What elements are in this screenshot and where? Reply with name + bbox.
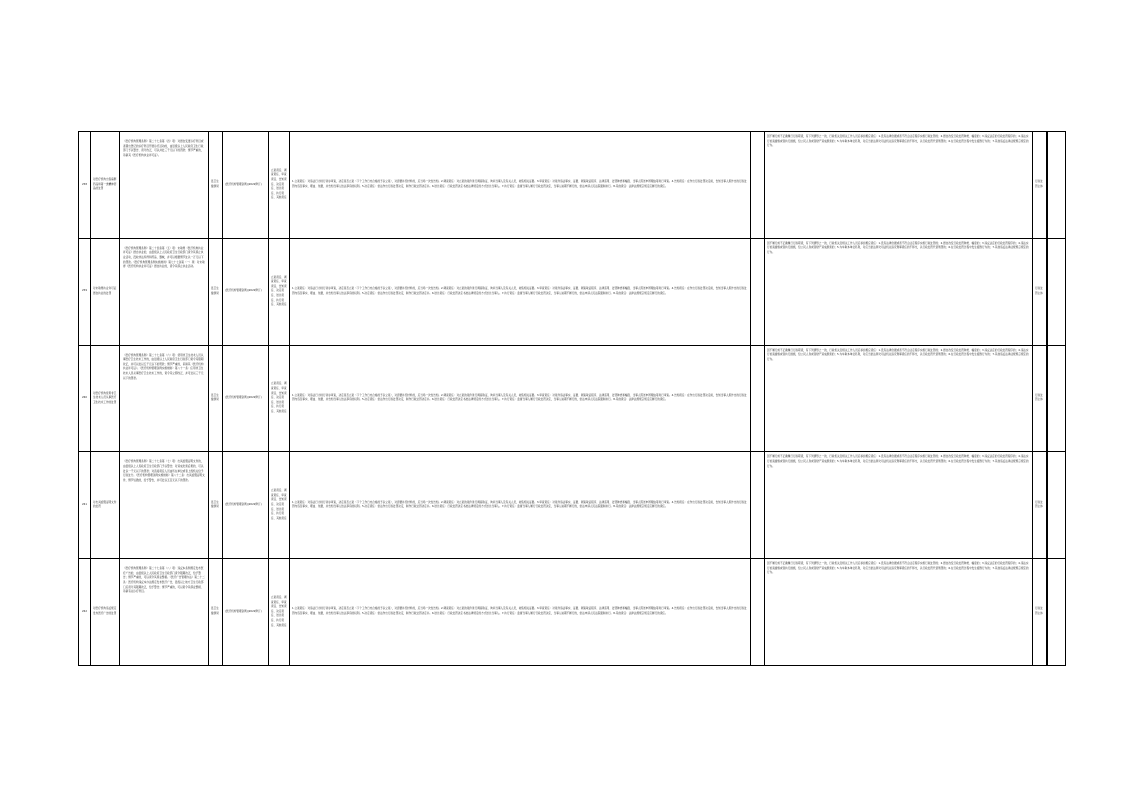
cell-subject: 县卫生健康局 — [211, 500, 219, 509]
table-row — [79, 559, 1066, 666]
item-name-cell — [91, 452, 120, 559]
cell-resp: 1.立案责任：对违法行为进行初步审查，决定是否立案（下个工作日内合格的予以立案），对需要补充材料的，应当场一次性告知。2.调查责任：对立案的案件进行调查取证，询问当事人及有关人员，收集相关证据。3.审查责任：对案件违法事实、证据、调查取证程序、法律适用、处罚种类和幅度、当事人陈述申辩理由等进行审查。4.告知责任：在作出行政处罚决定前，告知当事人拟作出的行政处罚内容及事实、理由、依据，并告知当事人依法享有的权利。5.决定责任：依法作出行政处罚决定，制作行政处罚决定书。6.送达责任：行政处罚决定书按法律规定的方式送达当事人。7.执行责任：监督当事人履行行政处罚决定，当事人逾期不履行的，依法申请人民法院强制执行。8.其他责任：法律法规规章规定应履行的责任。 — [292, 500, 747, 509]
accountability-cell — [765, 559, 1033, 666]
cell-no: 259 — [82, 289, 87, 293]
row-number — [79, 559, 91, 666]
link-cell — [269, 132, 290, 239]
link-cell — [269, 559, 290, 666]
cell-link: 立案责任、调查责任、审查责任、告知责任、决定责任、送达责任、执行责任、其他责任 — [271, 596, 287, 627]
cell-subject: 县卫生健康局 — [211, 607, 219, 616]
legal-basis-cell — [120, 345, 209, 452]
cell-subject: 县卫生健康局 — [211, 287, 219, 295]
row-number — [79, 452, 91, 559]
blank-cell — [751, 132, 765, 239]
responsibility-cell — [290, 345, 751, 452]
fault-cell — [1033, 559, 1047, 666]
responsibility-cell — [290, 238, 751, 345]
legal-basis-cell — [120, 452, 209, 559]
accountability-cell — [765, 238, 1033, 345]
cell-link: 立案责任、调查责任、审查责任、告知责任、决定责任、送达责任、执行责任、其他责任 — [271, 168, 287, 200]
cell-no: 258 — [82, 182, 87, 186]
cell-fault: 行政处罚主体 — [1035, 393, 1043, 402]
item-name-cell — [91, 559, 120, 666]
cell-basis: 《医疗机构管理条例》第二十七条第（四）项：对擅自变更诊疗科目或者超出登记的诊疗科目开展诊疗活动的，由县级以上人民政府卫生行政部门予以警告、责令改正，可以并处三千元以下的罚款；情节严重的，吊销其《医疗机构执业许可证》。 — [123, 140, 204, 157]
table-body — [79, 132, 1066, 666]
remark-cell — [1048, 132, 1066, 239]
item-name-cell — [91, 132, 120, 239]
cell-no: 260 — [82, 396, 87, 400]
cell-no: 262 — [82, 609, 87, 613]
cell-link: 立案责任、调查责任、审查责任、告知责任、决定责任、送达责任、执行责任、其他责任 — [271, 382, 287, 413]
cell-subject: 县卫生健康局 — [211, 180, 219, 188]
cell-account: 因不履行或不正确履行行政职责，有下列情形之一的，行政机关及相关工作人员应承担相应责任：1.没有法律依据或者不符合法定程序实施行政处罚的；2.擅自改变行政处罚种类、幅度的；3.违反法定的行政处罚程序的；4.违法实行检查措施或者执行措施，给公民人身或者财产造成损害的；5.为牟取本单位私利，对应当依法移交司法机关追究刑事责任的不移交，以行政处罚代替刑罚的；6.在行政处罚过程中发生腐败行为的；7.其他违反法律法规规章规定的行为。 — [767, 135, 1029, 148]
cell-item: 对出具虚假证明文件的处罚 — [93, 500, 117, 509]
cell-item: 对医疗机构使用非卫生技术人员从事医疗卫生技术工作的处罚 — [93, 391, 117, 404]
blank-cell — [751, 238, 765, 345]
blank-cell — [751, 452, 765, 559]
subject-cell — [209, 559, 223, 666]
cell-link: 立案责任、调查责任、审查责任、告知责任、决定责任、送达责任、执行责任、其他责任 — [271, 489, 287, 520]
cell-subject: 县卫生健康局 — [211, 393, 219, 402]
remark-cell — [1048, 559, 1066, 666]
unit-cell — [223, 345, 269, 452]
unit-cell — [223, 559, 269, 666]
subject-cell — [209, 452, 223, 559]
unit-cell — [223, 238, 269, 345]
accountability-cell — [765, 132, 1033, 239]
cell-fault: 行政处罚主体 — [1035, 180, 1043, 188]
row-number — [79, 345, 91, 452]
remark-cell — [1048, 345, 1066, 452]
cell-resp: 1.立案责任：对违法行为进行初步审查，决定是否立案（下个工作日内合格的予以立案），对需要补充材料的，应当场一次性告知。2.调查责任：对立案的案件进行调查取证，询问当事人及有关人员，收集相关证据。3.审查责任：对案件违法事实、证据、调查取证程序、法律适用、处罚种类和幅度、当事人陈述申辩理由等进行审查。4.告知责任：在作出行政处罚决定前，告知当事人拟作出的行政处罚内容及事实、理由、依据，并告知当事人依法享有的权利。5.决定责任：依法作出行政处罚决定，制作行政处罚决定书。6.送达责任：行政处罚决定书按法律规定的方式送达当事人。7.执行责任：监督当事人履行行政处罚决定，当事人逾期不履行的，依法申请人民法院强制执行。8.其他责任：法律法规规章规定应履行的责任。 — [292, 393, 747, 402]
cell-item: 对医疗机构违反规定发布医疗广告的处罚 — [93, 607, 117, 616]
link-cell — [269, 238, 290, 345]
unit-cell — [223, 452, 269, 559]
unit-cell — [223, 132, 269, 239]
subject-cell — [209, 132, 223, 239]
legal-basis-cell — [120, 559, 209, 666]
row-number — [79, 132, 91, 239]
responsibility-cell — [290, 452, 751, 559]
cell-basis: 《医疗机构管理条例》第二十七条第（七）项：出具虚假证明文件的，由县级以上人民政府卫生行政部门予以警告；对造成危害后果的，可以处以一千元以下的罚款；对直接责任人员由所在单位或者上级机关给予行政处分。《医疗机构管理条例实施细则》第八十二条：出具虚假证明文件，情节轻微的，给予警告，并可处以五百元以下的罚款。 — [123, 460, 205, 482]
cell-basis: 《医疗机构管理条例》第二十七条第（八）项：违反本条例规定发布医疗广告的，由县级以上人民政府卫生行政部门责令限期改正，给予警告；情节严重的，可以责令其停业整顿。《医疗广告管理办法》第二十二条：医疗机构违反本办法规定发布医疗广告，县级以上地方卫生行政部门应责令其限期改正，给予警告；情节严重的，可以责令其停业整顿、吊销有关诊疗科目。 — [123, 567, 205, 594]
power-list-table — [78, 131, 1066, 666]
remark-cell — [1048, 238, 1066, 345]
legal-basis-cell — [120, 132, 209, 239]
cell-fault: 行政处罚主体 — [1035, 607, 1043, 616]
cell-account: 因不履行或不正确履行行政职责，有下列情形之一的，行政机关及相关工作人员应承担相应责任：1.没有法律依据或者不符合法定程序实施行政处罚的；2.擅自改变行政处罚种类、幅度的；3.违反法定的行政处罚程序的；4.违法实行检查措施或者执行措施，给公民人身或者财产造成损害的；5.为牟取本单位私利，对应当依法移交司法机关追究刑事责任的不移交，以行政处罚代替刑罚的；6.在行政处罚过程中发生腐败行为的；7.其他违反法律法规规章规定的行为。 — [767, 241, 1029, 254]
subject-cell — [209, 238, 223, 345]
accountability-cell — [765, 452, 1033, 559]
row-number — [79, 238, 91, 345]
cell-account: 因不履行或不正确履行行政职责，有下列情形之一的，行政机关及相关工作人员应承担相应责任：1.没有法律依据或者不符合法定程序实施行政处罚的；2.擅自改变行政处罚种类、幅度的；3.违反法定的行政处罚程序的；4.违法实行检查措施或者执行措施，给公民人身或者财产造成损害的；5.为牟取本单位私利，对应当依法移交司法机关追究刑事责任的不移交，以行政处罚代替刑罚的；6.在行政处罚过程中发生腐败行为的；7.其他违反法律法规规章规定的行为。 — [767, 562, 1029, 575]
cell-account: 因不履行或不正确履行行政职责，有下列情形之一的，行政机关及相关工作人员应承担相应责任：1.没有法律依据或者不符合法定程序实施行政处罚的；2.擅自改变行政处罚种类、幅度的；3.违反法定的行政处罚程序的；4.违法实行检查措施或者执行措施，给公民人身或者财产造成损害的；5.为牟取本单位私利，对应当依法移交司法机关追究刑事责任的不移交，以行政处罚代替刑罚的；6.在行政处罚过程中发生腐败行为的；7.其他违反法律法规规章规定的行为。 — [767, 455, 1029, 468]
cell-basis: 《医疗机构管理条例》第二十四条第（五）项：未取得《医疗机构执业许可证》擅自执业的，由县级以上人民政府卫生行政部门责令其停止执业活动，没收非法所得和药品、器械，并可以根据情节处以一万元以下的罚款。《医疗机构管理条例实施细则》第七十七条第（一）项：对未取得《医疗机构执业许可证》擅自执业的，责令其停止执业活动。 — [123, 246, 205, 269]
accountability-cell — [765, 345, 1033, 452]
cell-fault: 行政处罚主体 — [1035, 500, 1043, 509]
blank-cell — [751, 345, 765, 452]
fault-cell — [1033, 238, 1047, 345]
fault-cell — [1033, 452, 1047, 559]
responsibility-cell — [290, 132, 751, 239]
table-row — [79, 345, 1066, 452]
remark-cell — [1048, 452, 1066, 559]
cell-link: 立案责任、调查责任、审查责任、告知责任、决定责任、送达责任、执行责任、其他责任 — [271, 275, 287, 307]
legal-basis-cell — [120, 238, 209, 345]
cell-resp: 1.立案责任：对违法行为进行初步审查，决定是否立案（下个工作日内合格的予以立案），对需要补充材料的，应当场一次性告知。2.调查责任：对立案的案件进行调查取证，询问当事人及有关人员，收集相关证据。3.审查责任：对案件违法事实、证据、调查取证程序、法律适用、处罚种类和幅度、当事人陈述申辩理由等进行审查。4.告知责任：在作出行政处罚决定前，告知当事人拟作出的行政处罚内容及事实、理由、依据，并告知当事人依法享有的权利。5.决定责任：依法作出行政处罚决定，制作行政处罚决定书。6.送达责任：行政处罚决定书按法律规定的方式送达当事人。7.执行责任：监督当事人履行行政处罚决定，当事人逾期不履行的，依法申请人民法院强制执行。8.其他责任：法律法规规章规定应履行的责任。 — [292, 180, 747, 188]
cell-fault: 行政处罚主体 — [1035, 287, 1043, 295]
cell-account: 因不履行或不正确履行行政职责，有下列情形之一的，行政机关及相关工作人员应承担相应责任：1.没有法律依据或者不符合法定程序实施行政处罚的；2.擅自改变行政处罚种类、幅度的；3.违反法定的行政处罚程序的；4.违法实行检查措施或者执行措施，给公民人身或者财产造成损害的；5.为牟取本单位私利，对应当依法移交司法机关追究刑事责任的不移交，以行政处罚代替刑罚的；6.在行政处罚过程中发生腐败行为的；7.其他违反法律法规规章规定的行为。 — [767, 348, 1029, 361]
cell-unit: (医疗机构管理条例)(2022修订) — [225, 182, 262, 186]
blank-cell — [751, 559, 765, 666]
cell-item: 对医疗机构出售麻醉药品和第一类精神药品的处罚 — [93, 178, 117, 191]
cell-resp: 1.立案责任：对违法行为进行初步审查，决定是否立案（下个工作日内合格的予以立案），对需要补充材料的，应当场一次性告知。2.调查责任：对立案的案件进行调查取证，询问当事人及有关人员，收集相关证据。3.审查责任：对案件违法事实、证据、调查取证程序、法律适用、处罚种类和幅度、当事人陈述申辩理由等进行审查。4.告知责任：在作出行政处罚决定前，告知当事人拟作出的行政处罚内容及事实、理由、依据，并告知当事人依法享有的权利。5.决定责任：依法作出行政处罚决定，制作行政处罚决定书。6.送达责任：行政处罚决定书按法律规定的方式送达当事人。7.执行责任：监督当事人履行行政处罚决定，当事人逾期不履行的，依法申请人民法院强制执行。8.其他责任：法律法规规章规定应履行的责任。 — [292, 607, 747, 616]
item-name-cell — [91, 345, 120, 452]
fault-cell — [1033, 132, 1047, 239]
cell-unit: (医疗机构管理条例)(2022修订) — [225, 609, 262, 613]
cell-unit: (医疗机构管理条例)(2022修订) — [225, 396, 262, 400]
link-cell — [269, 345, 290, 452]
item-name-cell — [91, 238, 120, 345]
subject-cell — [209, 345, 223, 452]
responsibility-cell — [290, 559, 751, 666]
cell-resp: 1.立案责任：对违法行为进行初步审查，决定是否立案（下个工作日内合格的予以立案），对需要补充材料的，应当场一次性告知。2.调查责任：对立案的案件进行调查取证，询问当事人及有关人员，收集相关证据。3.审查责任：对案件违法事实、证据、调查取证程序、法律适用、处罚种类和幅度、当事人陈述申辩理由等进行审查。4.告知责任：在作出行政处罚决定前，告知当事人拟作出的行政处罚内容及事实、理由、依据，并告知当事人依法享有的权利。5.决定责任：依法作出行政处罚决定，制作行政处罚决定书。6.送达责任：行政处罚决定书按法律规定的方式送达当事人。7.执行责任：监督当事人履行行政处罚决定，当事人逾期不履行的，依法申请人民法院强制执行。8.其他责任：法律法规规章规定应履行的责任。 — [292, 287, 747, 295]
fault-cell — [1033, 345, 1047, 452]
table-row — [79, 452, 1066, 559]
cell-item: 对未取得执业许可证擅自执业的处罚 — [93, 287, 117, 295]
link-cell — [269, 452, 290, 559]
cell-no: 261 — [82, 502, 87, 506]
table-row — [79, 132, 1066, 239]
cell-unit: (医疗机构管理条例)(2022修订) — [225, 289, 262, 293]
table-row — [79, 238, 1066, 345]
cell-unit: (医疗机构管理条例)(2022修订) — [225, 502, 262, 506]
cell-basis: 《医疗机构管理条例》第二十七条第（六）项：使用非卫生技术人员从事医疗卫生技术工作的，由县级以上人民政府卫生行政部门责令其限期改正，并可以处以五千元以下的罚款；情节严重的，吊销其《医疗机构执业许可证》。《医疗机构管理条例实施细则》第八十一条：任用非卫生技术人员从事医疗卫生技术工作的，责令其立即改正，并可处以三千元以下的罚款。 — [123, 353, 204, 380]
